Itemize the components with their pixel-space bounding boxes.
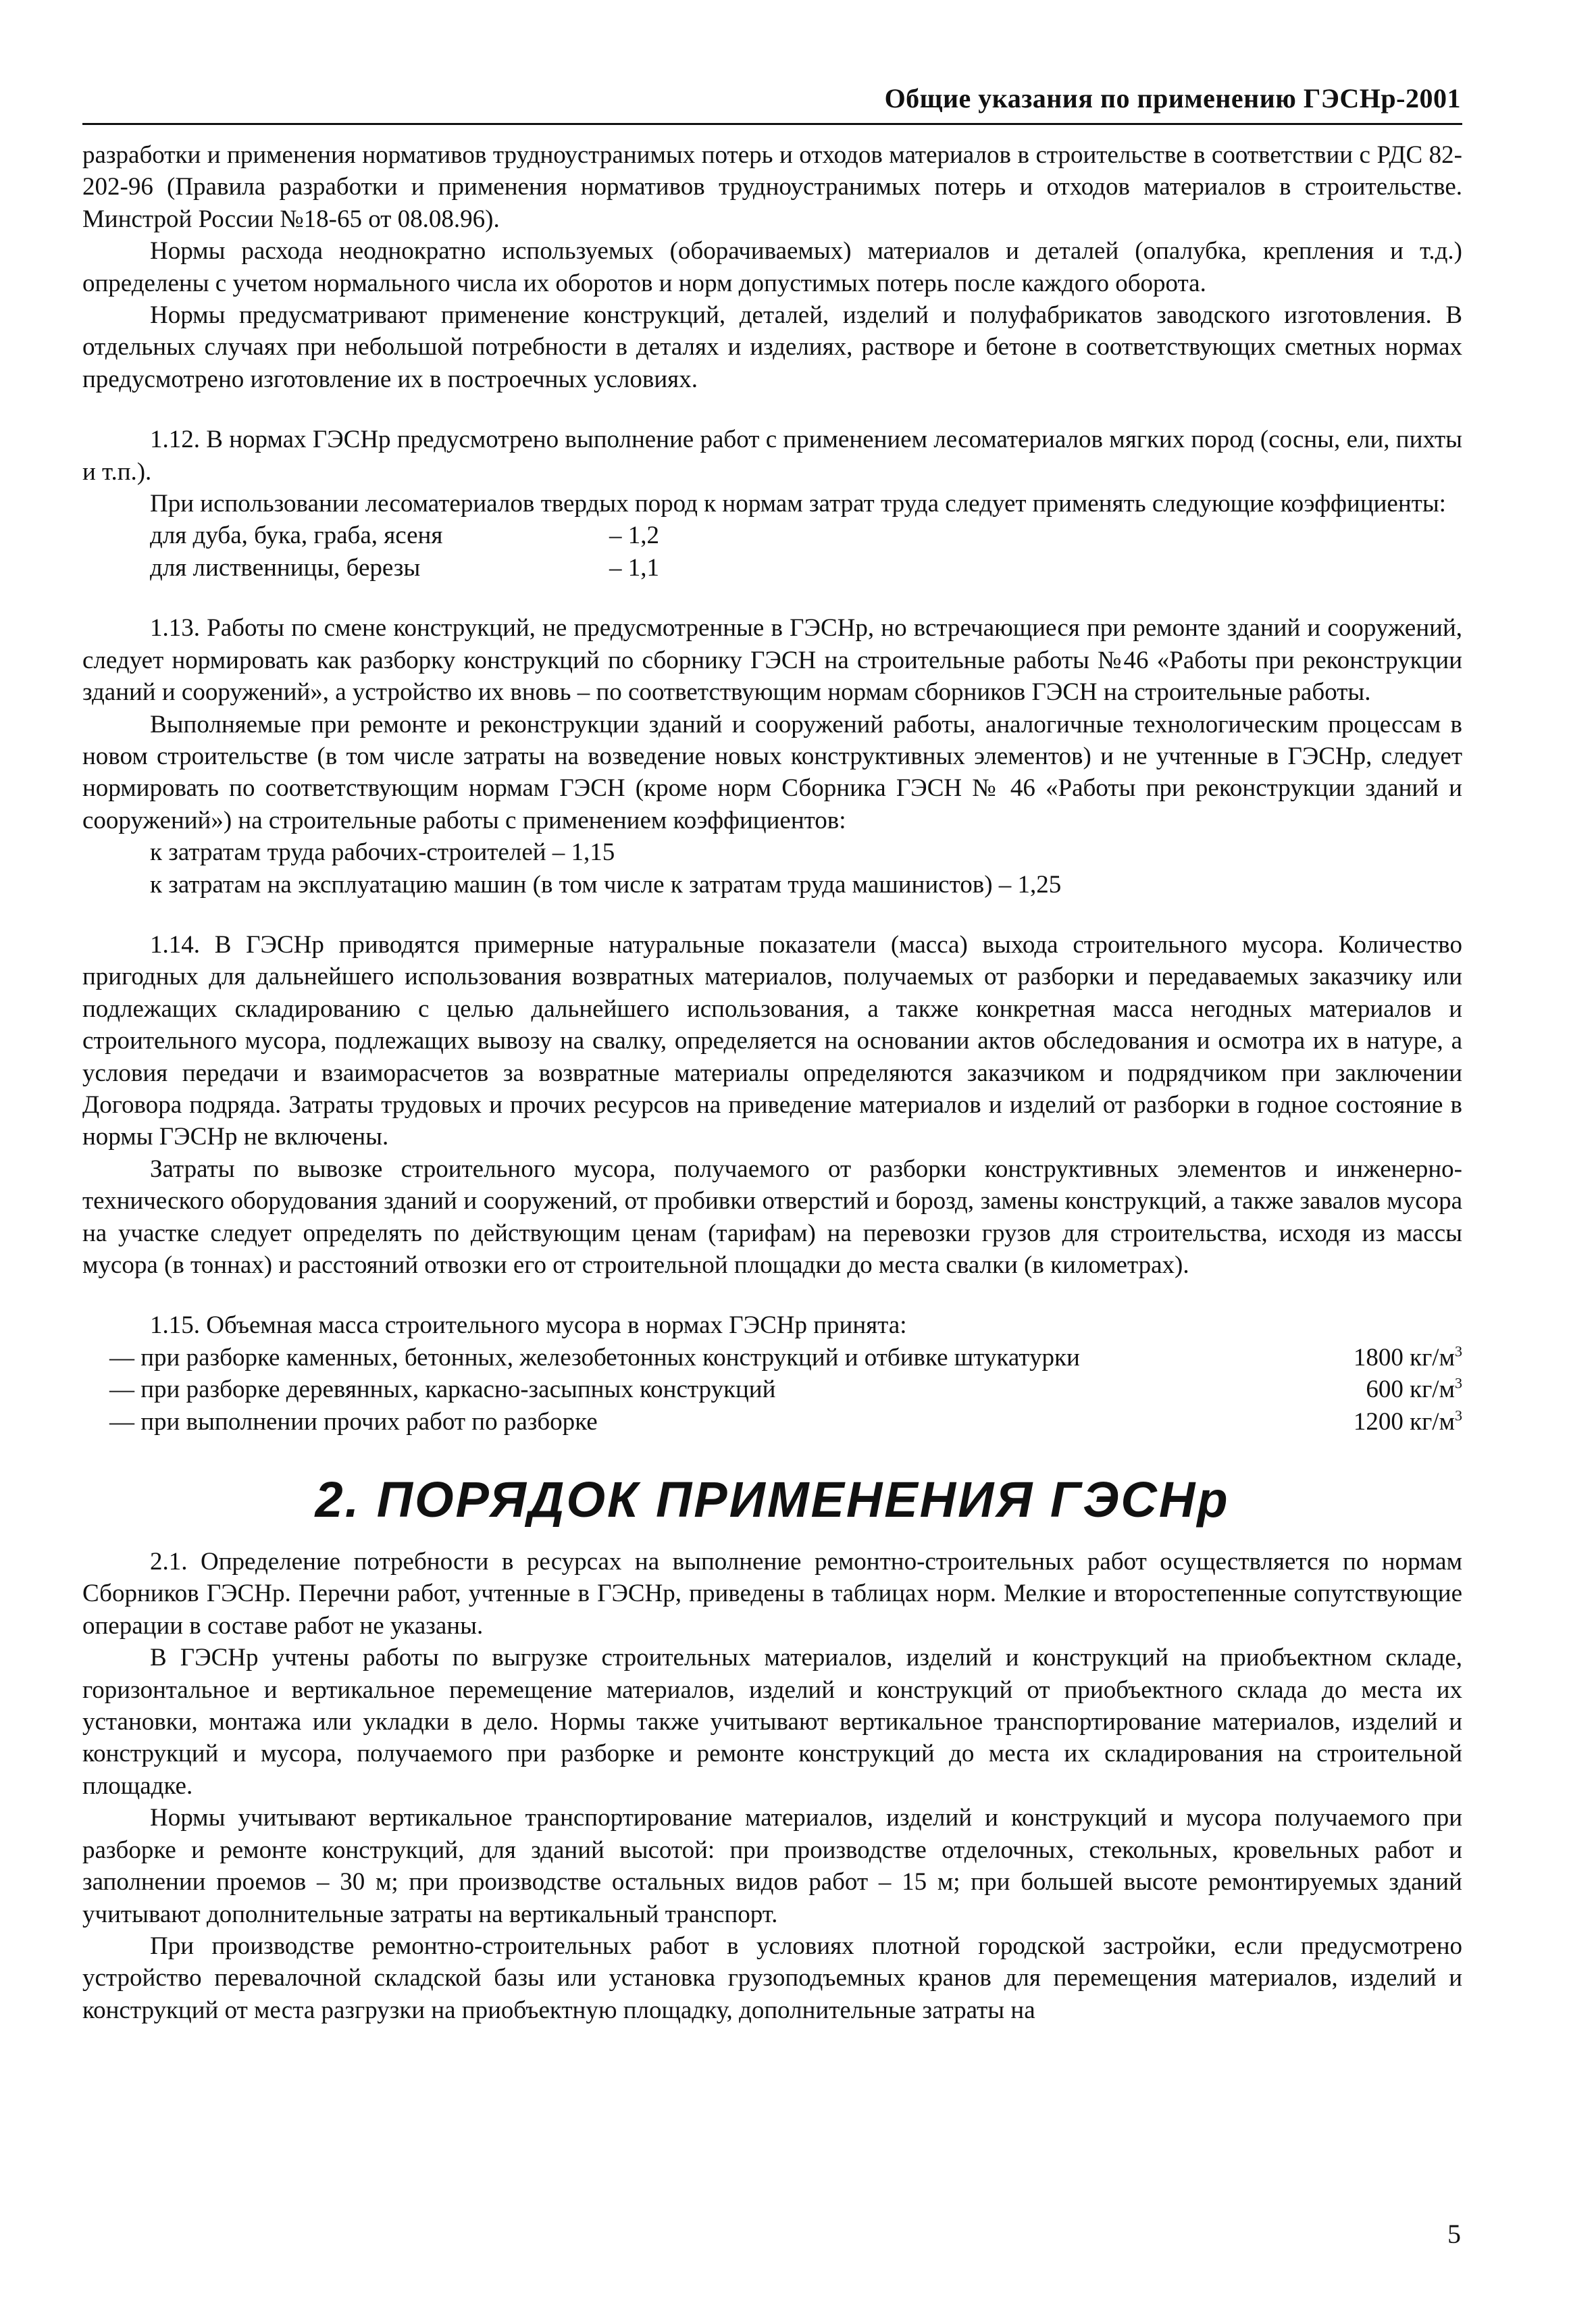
mass-row bbox=[82, 1374, 1462, 1405]
coefficient-value: – 1,1 bbox=[609, 553, 659, 582]
mass-label: — при разборке каменных, бетонных, железобетонных конструкций и отбивке штукатурки bbox=[109, 1343, 1080, 1372]
paragraph: При производстве ремонтно-строительных работ в условиях плотной городской застройки, если предусмотрено устройство перевалочной складской базы или установка грузоподъемных кранов для перемещения материалов, изделий и конструкций от места разгрузки на приобъектную площадку, дополнительные затраты на bbox=[82, 1932, 1462, 2024]
coefficient-label: для лиственницы, березы bbox=[150, 553, 421, 582]
mass-value: 1200 $кг/м^3$ bbox=[1353, 1407, 1462, 1436]
clause-1-15: 1.15. Объемная масса строительного мусора в нормах ГЭСНр принята: bbox=[150, 1311, 907, 1340]
paragraph: В ГЭСНр учтены работы по выгрузке строительных материалов, изделий и конструкций на приобъектном складе, горизонтальное и вертикальное перемещение материалов, изделий и конструкций от приобъектного склада до места их установки, монтажа или укладки в дело. Нормы также учитывают вертикальное транспортирование материалов, изделий и конструкций и мусора, получаемого при разборке и ремонте конструкций до места их складирования на строительной площадке. bbox=[82, 1644, 1462, 1800]
running-header: Общие указания по применению ГЭСНр-2001 bbox=[884, 83, 1461, 114]
mass-label: — при разборке деревянных, каркасно-засыпных конструкций bbox=[109, 1376, 776, 1404]
paragraph: разработки и применения нормативов трудноустранимых потерь и отходов материалов в строительстве в соответствии с РДС 82-202-96 (Правила разработки и применения нормативов трудноустранимых потерь и отходов материалов в строительстве. Минстрой России №18-65 от 08.08.96). bbox=[82, 141, 1462, 233]
coefficient-value: – 1,2 bbox=[609, 522, 659, 550]
mass-row bbox=[82, 1406, 1462, 1438]
mass-label: — при выполнении прочих работ по разборке bbox=[109, 1407, 598, 1436]
page-number: 5 bbox=[1447, 2219, 1461, 2249]
spacer bbox=[82, 901, 1462, 929]
clause-1-13: 1.13. Работы по смене конструкций, не предусмотренные в ГЭСНр, но встречающиеся при ремонте зданий и сооружений, следует нормировать как разборку конструкций по сборнику ГЭСН на строительные работы №46 «Работы при реконструкции зданий и сооружений», а устройство их вновь – по соответствующим нормам сборников ГЭСН на строительные работы. bbox=[82, 614, 1462, 707]
paragraph: Нормы расхода неоднократно используемых (оборачиваемых) материалов и деталей (опалубка, крепления и т.д.) определены с учетом нормального числа их оборотов и норм допустимых потерь после каждого оборота. bbox=[82, 237, 1462, 297]
paragraph: При использовании лесоматериалов твердых пород к нормам затрат труда следует применять следующие коэффициенты: bbox=[150, 490, 1446, 518]
spacer bbox=[82, 1281, 1462, 1309]
mass-row bbox=[82, 1342, 1462, 1374]
paragraph: Нормы предусматривают применение конструкций, деталей, изделий и полуфабрикатов заводского изготовления. В отдельных случаях при небольшой потребности в деталях и изделиях, растворе и бетоне в соответствующих сметных нормах предусмотрено изготовление их в построечных условиях. bbox=[82, 301, 1462, 393]
paragraph: Нормы учитывают вертикальное транспортирование материалов, изделий и конструкций и мусора получаемого при разборке и ремонте конструкций, для зданий высотой: при производстве отделочных, стекольных, кровельных работ и заполнении проемов – 30 м; при производстве остальных видов работ – 15 м; при большей высоте ремонтируемых зданий учитывают дополнительные затраты на вертикальный транспорт. bbox=[82, 1804, 1462, 1928]
mass-value: 1800 $кг/м^3$ bbox=[1353, 1342, 1462, 1372]
mass-value: 600 $кг/м^3$ bbox=[1366, 1374, 1462, 1404]
spacer bbox=[82, 584, 1462, 612]
header-divider bbox=[82, 123, 1462, 125]
section-heading: 2. ПОРЯДОК ПРИМЕНЕНИЯ ГЭСНр bbox=[315, 1472, 1230, 1528]
clause-1-12: 1.12. В нормах ГЭСНр предусмотрено выполнение работ с применением лесоматериалов мягких пород (сосны, ели, пихты и т.п.). bbox=[82, 426, 1462, 486]
paragraph: Затраты по вывозке строительного мусора, получаемого от разборки конструктивных элементов и инженерно-технического оборудования зданий и сооружений, от пробивки отверстий и борозд, замены конструкций, а также завалов мусора на участке следует определять по действующим ценам (тарифам) на перевозки грузов для строительства, исходя из массы мусора (в тоннах) и расстояний отвозки его от строительной площадки до места свалки (в километрах). bbox=[82, 1155, 1462, 1279]
coefficient-label: для дуба, бука, граба, ясеня bbox=[150, 522, 443, 550]
coefficient-row bbox=[82, 520, 1462, 551]
coefficient-row bbox=[82, 552, 1462, 584]
spacer bbox=[82, 395, 1462, 424]
page-content bbox=[82, 139, 1462, 2026]
clause-1-14: 1.14. В ГЭСНр приводятся примерные натуральные показатели (масса) выхода строительного мусора. Количество пригодных для дальнейшего использования возвратных материалов, получаемых от разборки и передаваемых заказчику или подлежащих складированию с целью дальнейшего использования, а также конкретная масса негодных материалов и строительного мусора, подлежащих вывозу на свалку, определяется на основании актов обследования и осмотра их в натуре, а условия передачи и взаиморасчетов за возвратные материалы определяются заказчиком и подрядчиком при заключении Договора подряда. Затраты трудовых и прочих ресурсов на приведение материалов и изделий от разборки в годное состояние в нормы ГЭСНр не включены. bbox=[82, 930, 1462, 1151]
paragraph: Выполняемые при ремонте и реконструкции зданий и сооружений работы, аналогичные технологическим процессам в новом строительстве (в том числе затраты на возведение новых конструктивных элементов) и не учтенные в ГЭСНр, следует нормировать по соответствующим нормам ГЭСН (кроме норм Сборника ГЭСН № 46 «Работы при реконструкции зданий и сооружений») на строительные работы с применением коэффициентов: bbox=[82, 710, 1462, 834]
coefficient-line: к затратам труда рабочих-строителей – 1,15 bbox=[150, 838, 615, 867]
coefficient-line: к затратам на эксплуатацию машин (в том числе к затратам труда машинистов) – 1,25 bbox=[150, 870, 1062, 899]
clause-2-1: 2.1. Определение потребности в ресурсах на выполнение ремонтно-строительных работ осуществляется по нормам Сборников ГЭСНр. Перечни работ, учтенные в ГЭСНр, приведены в таблицах норм. Мелкие и второстепенные сопутствующие операции в составе работ не указаны. bbox=[82, 1548, 1462, 1640]
